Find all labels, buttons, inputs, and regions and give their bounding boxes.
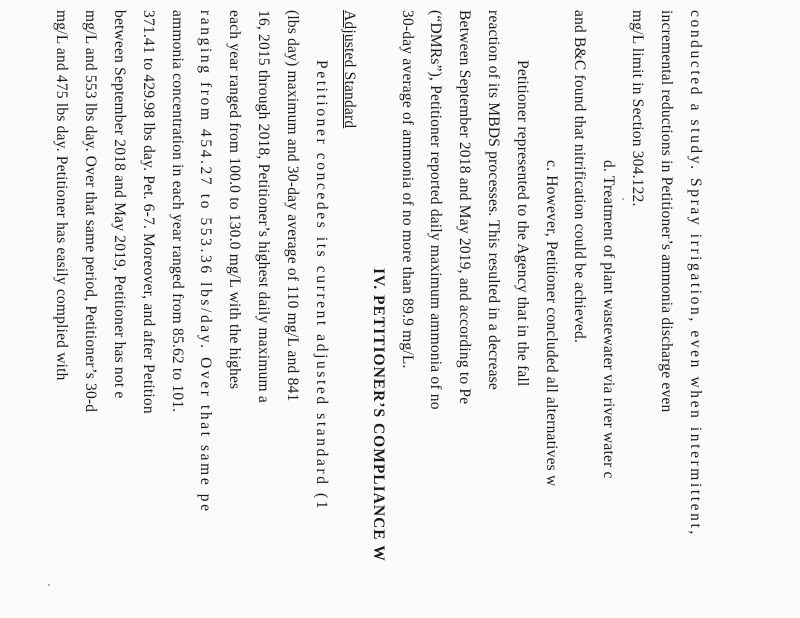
section-heading: IV. PETITIONER’S COMPLIANCE W bbox=[370, 268, 387, 562]
text-line-6: c. However, Petitioner concluded all alternatives w bbox=[543, 160, 560, 487]
text-line-16: 16, 2015 through 2018, Petitioner’s highest daily maximum a bbox=[255, 10, 272, 403]
text-line-9: Between September 2018 and May 2019, and according to Pe bbox=[456, 10, 473, 405]
text-line-7: Petitioner represented to the Agency that in the fall bbox=[514, 60, 531, 387]
text-line-14: Petitioner concedes its current adjusted standard (1 bbox=[313, 60, 330, 512]
text-line-10: (“DMRs”), Petitioner reported daily maximum ammonia of no bbox=[427, 10, 444, 410]
text-line-8: reaction of its MBDS processes. This resulted in a decrease bbox=[485, 10, 502, 390]
subheading-adjusted-standard: Adjusted Standard bbox=[341, 10, 358, 129]
text-line-20: 371.41 to 429.98 lbs day. Pet. 6-7. Moreover, and after Petition bbox=[140, 10, 157, 414]
text-line-21: between September 2018 and May 2019, Petitioner has not e bbox=[111, 10, 128, 399]
scan-speck bbox=[48, 584, 50, 586]
text-line-5: and B&C found that nitrification could be achieved. bbox=[571, 10, 588, 344]
text-line-19: ammonia concentration in each year ranged from 85.62 to 101. bbox=[169, 10, 186, 413]
text-line-17: each year ranged from 100.0 to 130.0 mg/L with the highes bbox=[226, 10, 243, 390]
text-line-23: mg/L and 475 lbs day. Petitioner has easily complied with bbox=[53, 10, 70, 381]
text-line-3: mg/L limit in Section 304.122. bbox=[629, 10, 646, 207]
text-line-1: conducted a study. Spray irrigation, even when intermittent, bbox=[687, 10, 704, 537]
text-line-4: d. Treatment of plant wastewater via river water c bbox=[600, 160, 617, 479]
text-line-15: (lbs day) maximum and 30-day average of 110 mg/L and 841 bbox=[284, 10, 301, 402]
text-line-18: ranging from 454.27 to 553.36 lbs/day. Over that same pe bbox=[197, 10, 214, 514]
text-line-2: incremental reductions in Petitioner’s ammonia discharge even bbox=[658, 10, 675, 413]
scan-speck bbox=[622, 198, 624, 200]
text-line-22: mg/L and 553 lbs day. Over that same period, Petitioner’s 30-d bbox=[82, 10, 99, 413]
text-line-11: 30-day average of ammonia of no more than 89.9 mg/L. bbox=[399, 10, 416, 369]
